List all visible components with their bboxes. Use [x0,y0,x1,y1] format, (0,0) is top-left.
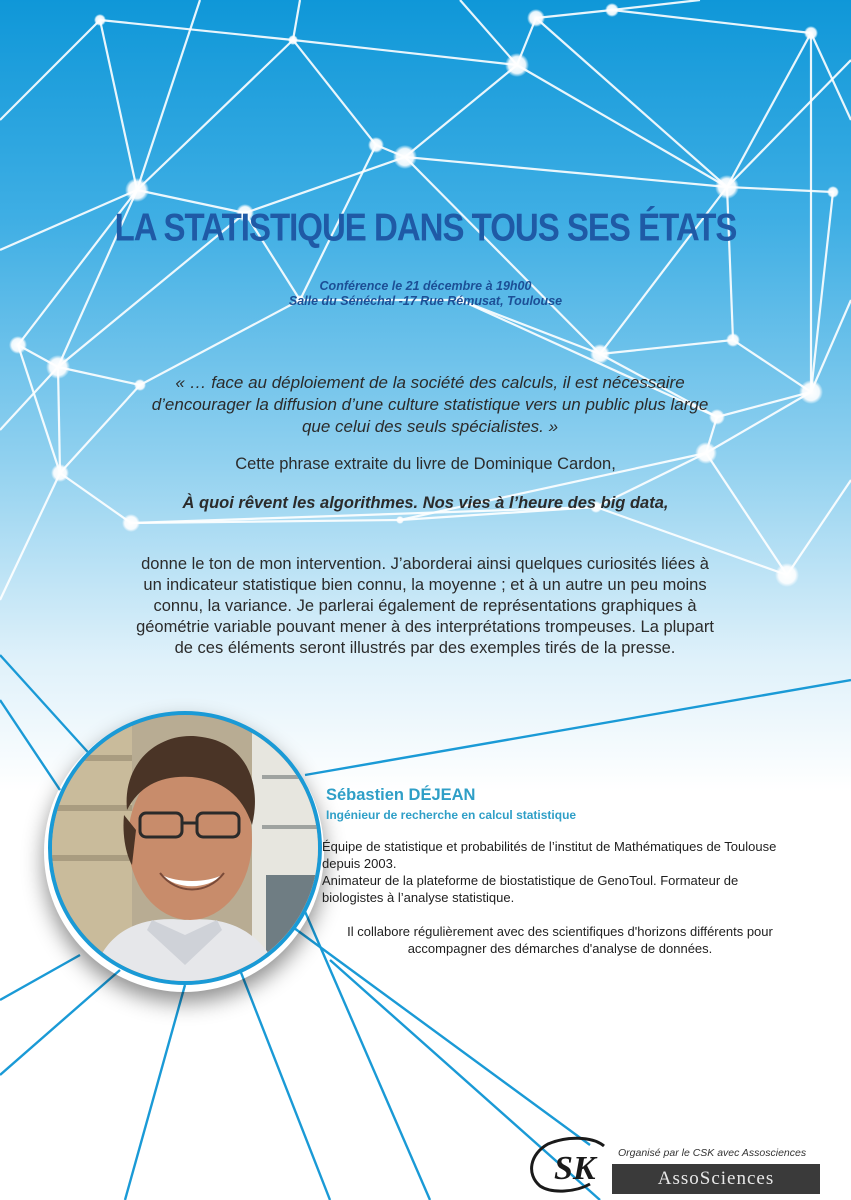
csk-logo [526,1134,618,1194]
talk-description: donne le ton de mon intervention. J’aborderai ainsi quelques curiosités liées à un indicateur statistique bien connu, la moyenne ; et à un autre un peu moins connu, la variance. Je parlerai également de représentations graphiques à géométrie variable pouvant mener à des interprétations trompeuses. La plupart de ces éléments seront illustrés par des exemples tirés de la presse. [136,555,714,657]
assosciences-logo [612,1164,820,1194]
organizer-credit: Organisé par le CSK avec Assosciences [618,1147,807,1159]
quote-text: « … face au déploiement de la société des calculs, il est nécessaire d’encourager la diffusion d’une culture statistique vers un public plus large que celui des seuls spécialistes. » [151,373,709,436]
speaker-role: Ingénieur de recherche en calcul statistique [326,808,577,822]
book-title: À quoi rêvent les algorithmes. Nos vies à l’heure des big data, [182,494,669,512]
speaker-bio-2: Animateur de la plateforme de biostatistique de GenoToul. Formateur de biologistes à l’analyse statistique. [322,873,739,905]
csk-logo-text: SK [554,1150,596,1187]
speaker-name: Sébastien DÉJEAN [326,786,476,804]
source-intro: Cette phrase extraite du livre de Dominique Cardon, [235,455,616,473]
event-date: Conférence le 21 décembre à 19h00 [319,279,532,293]
assosciences-logo-text: AssoSciences [657,1168,775,1189]
speaker-photo [48,711,322,985]
poster-title: LA STATISTIQUE DANS TOUS SES ÉTATS [114,205,737,249]
speaker-bio-1: Équipe de statistique et probabilités de l’institut de Mathématiques de Toulouse depuis 2003. [322,839,777,871]
speaker-bio-3: Il collabore régulièrement avec des scientifiques d'horizons différents pour accompagner des démarches d'analyse de données. [347,924,773,956]
event-venue: Salle du Sénéchal -17 Rue Rémusat, Toulouse [288,294,563,308]
